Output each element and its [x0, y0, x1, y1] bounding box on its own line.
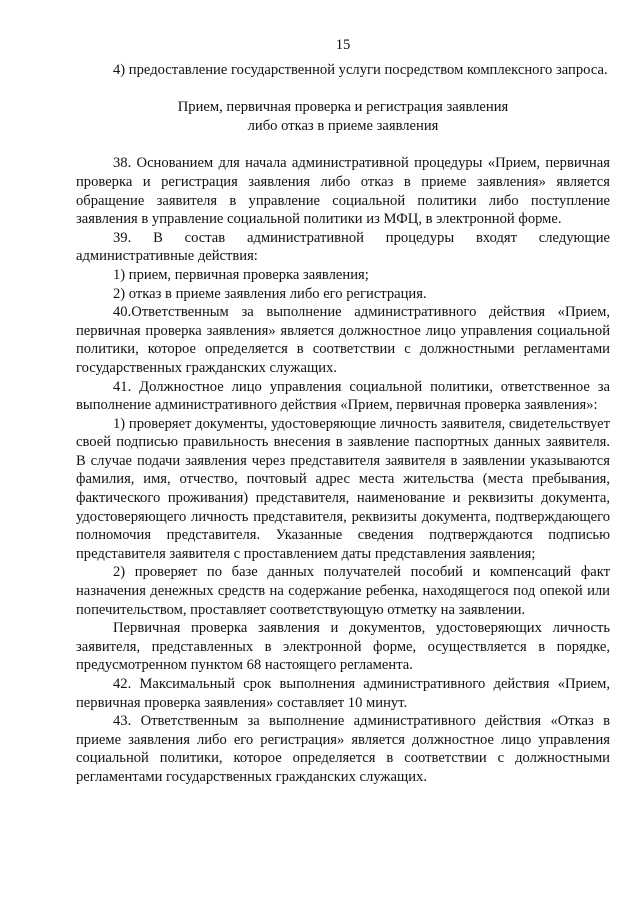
paragraph-41: 41. Должностное лицо управления социальной политики, ответственное за выполнение административного действия «Прием, первичная проверка заявления»:: [76, 378, 610, 414]
list-item-41-1: 1) проверяет документы, удостоверяющие личность заявителя, свидетельствует своей подписью правильность внесения в заявление паспортных данных заявителя. В случае подачи заявления через представителя заявителя в заявлении указываются фамилия, имя, отчество, почтовый адрес места жительства (места пребывания, фактического проживания) представителя, наименование и реквизиты документа, удостоверяющего личность представителя, реквизиты документа, подтверждающего полномочия представителя. Указанные сведения подтверждаются подписью представителя заявителя с проставлением даты представления заявления;: [76, 415, 610, 562]
spacer: [76, 79, 610, 98]
intro-paragraph: 4) предоставление государственной услуги посредством комплексного запроса.: [113, 61, 608, 78]
paragraph-38: 38. Основанием для начала административной процедуры «Прием, первичная проверка и регистрация заявления либо отказ в приеме заявления» является обращение заявителя в управление социальной политики либо поступление заявления в управление социальной политики из МФЦ, в электронной форме.: [76, 155, 610, 228]
list-item-39-2: 2) отказ в приеме заявления либо его регистрация.: [113, 285, 427, 302]
paragraph-initial-check: Первичная проверка заявления и документов, удостоверяющих личность заявителя, представленных в электронной форме, осуществляется в порядке, предусмотренном пунктом 68 настоящего регламента.: [76, 620, 610, 674]
section-heading-line-1: Прием, первичная проверка и регистрация заявления: [177, 99, 509, 116]
section-heading-line-2: либо отказ в приеме заявления: [247, 117, 439, 134]
spacer: [76, 135, 610, 154]
paragraph-42: 42. Максимальный срок выполнения административного действия «Прием, первичная проверка заявления» составляет 10 минут.: [76, 676, 610, 711]
page-number: 15: [335, 37, 351, 53]
paragraph-39: 39. В состав административной процедуры входят следующие административные действия:: [76, 229, 610, 265]
paragraph-40: 40.Ответственным за выполнение административного действия «Прием, первичная проверка заявления» является должностное лицо управления социальной политики, которое определяется в соответствии с должностными регламентами государственных гражданских служащих.: [76, 304, 610, 376]
paragraph-43: 43. Ответственным за выполнение административного действия «Отказ в приеме заявления либо его регистрация» является должностное лицо управления социальной политики, которое определяется в соответствии с должностными регламентами государственных гражданских служащих.: [76, 713, 610, 785]
list-item-39-1: 1) прием, первичная проверка заявления;: [113, 266, 369, 283]
document-page: [76, 36, 610, 787]
list-item-41-2: 2) проверяет по базе данных получателей пособий и компенсаций факт назначения денежных средств на содержание ребенка, находящегося под опекой или попечительством, проставляет соответствующую отметку на заявлении.: [76, 564, 610, 618]
